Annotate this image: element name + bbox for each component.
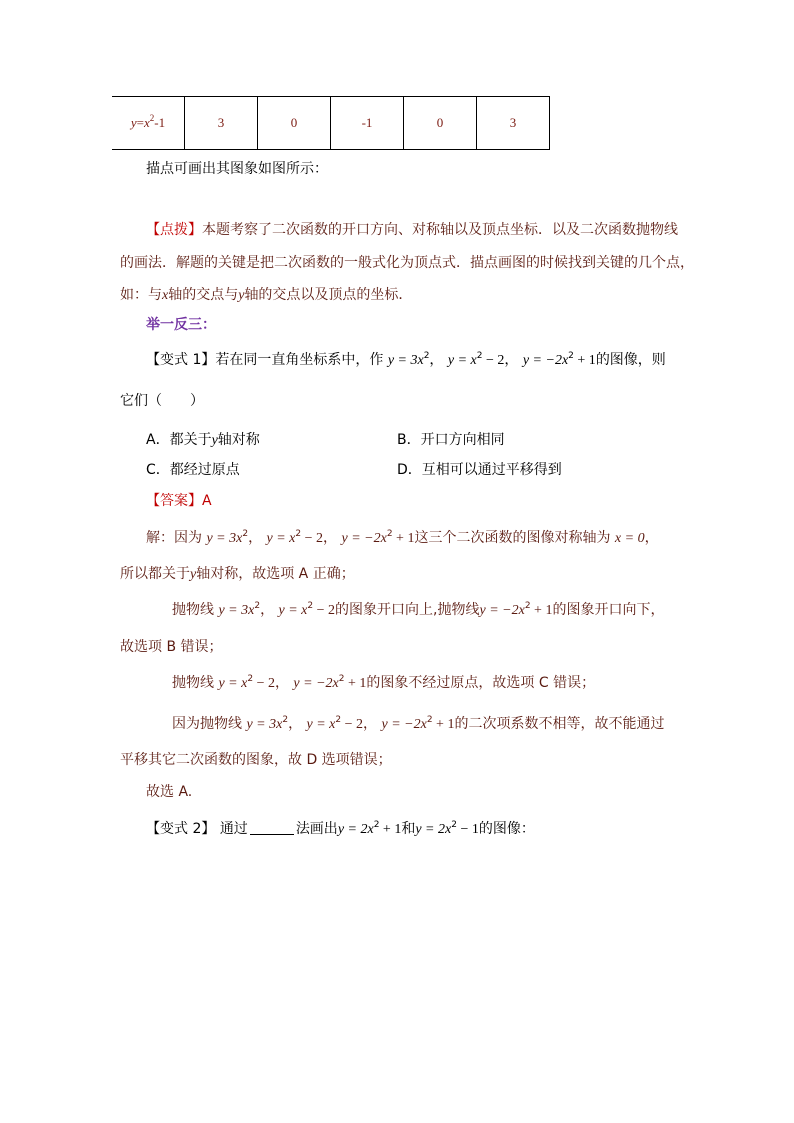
solution-line-7: 平移其它二次函数的图象，故 D 选项错误； <box>120 752 392 768</box>
option-b: B．开口方向相同 <box>397 432 505 448</box>
variant1-text-a: 若在同一直角坐标系中，作 <box>215 352 384 368</box>
header-tail: -1 <box>154 115 166 130</box>
value-cell: 0 <box>258 97 331 150</box>
eq: y = 3x <box>206 531 243 546</box>
solution-line-6 <box>172 713 664 733</box>
sep: ， <box>363 716 378 732</box>
sep: ， <box>274 675 289 691</box>
sq: 2 <box>476 351 483 361</box>
eq: y = x <box>306 717 336 732</box>
variant2-eq1: y = 2x <box>337 822 374 837</box>
header-eq: = <box>136 115 144 130</box>
eq-tail: − 2 <box>253 676 275 691</box>
sq: 2 <box>242 529 249 539</box>
variant1-eq3: y = −2x <box>522 353 569 368</box>
solution-line-1 <box>146 527 659 547</box>
sq: 2 <box>386 529 393 539</box>
eq: y = −2x <box>341 531 387 546</box>
answer-tag: 【答案】 <box>146 493 202 509</box>
value-cell: 0 <box>404 97 477 150</box>
sep: ， <box>504 352 519 368</box>
sep: ， <box>429 352 444 368</box>
sq: 2 <box>524 601 531 611</box>
eq: y = −2x <box>381 717 427 732</box>
variant1-eq1: y = 3x <box>387 353 424 368</box>
sq: 2 <box>451 820 457 830</box>
sep: ， <box>248 530 263 546</box>
variant1-eq2-tail: − 2 <box>482 353 505 368</box>
variant2-tag: 【变式 2】 <box>146 821 216 837</box>
variant1-question-line-1 <box>146 349 666 369</box>
value-cell: -1 <box>331 97 404 150</box>
solution-line-4: 故选项 B 错误； <box>120 639 223 655</box>
option-a <box>146 429 260 449</box>
answer-value: A <box>202 493 212 509</box>
solution-text: 的图象开口向上,抛物线 <box>335 602 480 618</box>
sep: ， <box>260 602 275 618</box>
eq: y = x <box>278 603 308 618</box>
eq-tail: + 1 <box>432 717 455 732</box>
solution-text: 的图象不经过原点，故选项 C 错误； <box>366 675 596 691</box>
comment-line-1 <box>146 219 678 239</box>
solution-text: 这三个二次函数的图像对称轴为 <box>414 530 611 546</box>
eq: y = 3x <box>218 603 255 618</box>
values-table <box>112 96 550 150</box>
eq: y = −2x <box>293 676 339 691</box>
function-header-cell <box>112 97 185 150</box>
sq: 2 <box>335 715 342 725</box>
eq-tail: − 2 <box>313 603 336 618</box>
practice-heading: 举一反三： <box>146 317 216 333</box>
solution-text: 抛物线 <box>172 675 214 691</box>
option-a-var: y <box>211 433 218 448</box>
option-a-pre: 都关于 <box>169 432 212 448</box>
variant2-text-c: 的图像： <box>478 821 535 837</box>
eq-tail: − 2 <box>301 531 324 546</box>
plot-points-line: 描点可画出其图象如图所示： <box>146 161 328 177</box>
solution-text: 轴对称，故选项 A 正确； <box>196 566 355 582</box>
option-a-label: A． <box>146 432 170 448</box>
axis-eq: x = 0 <box>614 531 645 546</box>
sq: 2 <box>568 351 574 361</box>
solution-text: 解：因为 <box>146 530 202 546</box>
eq: y = x <box>266 531 296 546</box>
solution-line-5 <box>172 672 595 692</box>
sq: 2 <box>295 529 302 539</box>
answer-blank[interactable] <box>250 822 294 835</box>
header-exp: 2 <box>149 113 155 123</box>
solution-text: 抛物线 <box>172 602 214 618</box>
header-y: y <box>130 115 137 130</box>
solution-line-3 <box>172 599 664 619</box>
variant1-tag: 【变式 1】 <box>146 352 216 368</box>
answer-line <box>146 490 212 510</box>
variant1-question-line-2: 它们（ ） <box>120 393 204 409</box>
solution-text: 因为抛物线 <box>172 716 242 732</box>
sq: 2 <box>307 601 314 611</box>
eq: y = 3x <box>246 717 283 732</box>
variant2-text-a: 通过 <box>219 821 248 837</box>
eq-tail: + 1 <box>392 531 415 546</box>
comment-line-2: 的画法．解题的关键是把二次函数的一般式化为顶点式．描点画图的时候找到关键的几个点， <box>120 255 694 271</box>
sq: 2 <box>426 715 433 725</box>
sq: 2 <box>247 674 254 684</box>
variant2-and: 和 <box>401 821 416 837</box>
sep: ， <box>323 530 338 546</box>
sq: 2 <box>338 674 345 684</box>
solution-text: 的图象开口向下， <box>552 602 665 618</box>
comment-y: y <box>238 288 245 303</box>
value-cell: 3 <box>185 97 258 150</box>
value-cell: 3 <box>477 97 550 150</box>
eq: y = −2x <box>479 603 525 618</box>
variant1-eq2: y = x <box>447 353 477 368</box>
sq: 2 <box>423 351 430 361</box>
eq-tail: + 1 <box>530 603 553 618</box>
sq: 2 <box>373 820 380 830</box>
solution-line-8: 故选 A. <box>146 784 193 800</box>
comment-x: x <box>162 288 169 303</box>
option-c: C．都经过原点 <box>146 462 240 478</box>
solution-line-2 <box>120 563 355 583</box>
variant2-eq1-tail: + 1 <box>379 822 402 837</box>
header-x: x <box>144 115 150 130</box>
comment-text-3b: 轴的交点与 <box>168 287 239 303</box>
option-a-post: 轴对称 <box>217 432 260 448</box>
eq: y = x <box>218 676 248 691</box>
eq-tail: + 1 <box>344 676 367 691</box>
variant2-text-b: 法画出 <box>295 821 338 837</box>
variant2-question <box>146 818 535 838</box>
variant1-eq3-tail: + 1 <box>573 353 596 368</box>
sep: ， <box>288 716 303 732</box>
comment-line-3 <box>120 284 412 304</box>
solution-var: y <box>190 567 197 582</box>
sq: 2 <box>254 601 261 611</box>
solution-text: 的二次项系数不相等，故不能通过 <box>454 716 665 732</box>
sep: ， <box>644 530 659 546</box>
comment-text-1: 本题考察了二次函数的开口方向、对称轴以及顶点坐标．以及二次函数抛物线 <box>202 222 678 238</box>
comment-text-3a: 如：与 <box>120 287 162 303</box>
comment-tag: 【点拨】 <box>146 222 202 238</box>
eq-tail: − 2 <box>341 717 364 732</box>
solution-text: 所以都关于 <box>120 566 190 582</box>
table-row <box>112 97 550 150</box>
variant2-eq2-tail: − 1 <box>456 822 479 837</box>
sq: 2 <box>282 715 289 725</box>
option-d: D．互相可以通过平移得到 <box>397 462 562 478</box>
variant2-eq2: y = 2x <box>415 822 452 837</box>
comment-text-3c: 轴的交点以及顶点的坐标． <box>244 287 413 303</box>
variant1-text-b: 的图像，则 <box>595 352 666 368</box>
